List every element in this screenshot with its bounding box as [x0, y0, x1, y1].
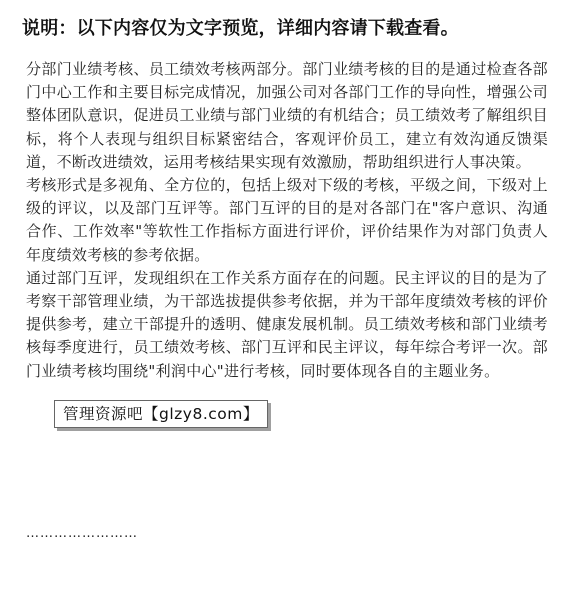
- truncation-ellipsis: ……………………: [26, 526, 138, 541]
- document-body: [26, 58, 548, 383]
- paragraph-1: 分部门业绩考核、员工绩效考核两部分。部门业绩考核的目的是通过检查各部门中心工作和主要目标完成情况，加强公司对各部门工作的导向性，增强公司整体团队意识，促进员工业绩与部门业绩的有机结合；员工绩效考了解组织目标，将个人表现与组织目标紧密结合，客观评价员工，建立有效沟通反馈渠道，不断改进绩效，运用考核结果实现有效激励，帮助组织进行人事决策。: [26, 60, 548, 171]
- watermark-banner: 管理资源吧【glzy8.com】: [54, 400, 268, 428]
- paragraph-2: 考核形式是多视角、全方位的，包括上级对下级的考核，平级之间，下级对上级的评议，以及部门互评等。部门互评的目的是对各部门在"客户意识、沟通合作、工作效率"等软性工作指标方面进行评价，评价结果作为对部门负责人年度绩效考核的参考依据。: [26, 176, 548, 264]
- paragraph-3: 通过部门互评，发现组织在工作关系方面存在的问题。民主评议的目的是为了考察干部管理业绩，为干部选拔提供参考依据，并为干部年度绩效考核的评价提供参考，建立干部提升的透明、健康发展机制。员工绩效考核和部门业绩考核每季度进行，员工绩效考核、部门互评和民主评议，每年综合考评一次。部门业绩考核均围绕"利润中心"进行考核，同时要体现各自的主题业务。: [26, 268, 548, 380]
- preview-notice: 说明：以下内容仅为文字预览，详细内容请下载查看。: [22, 18, 459, 39]
